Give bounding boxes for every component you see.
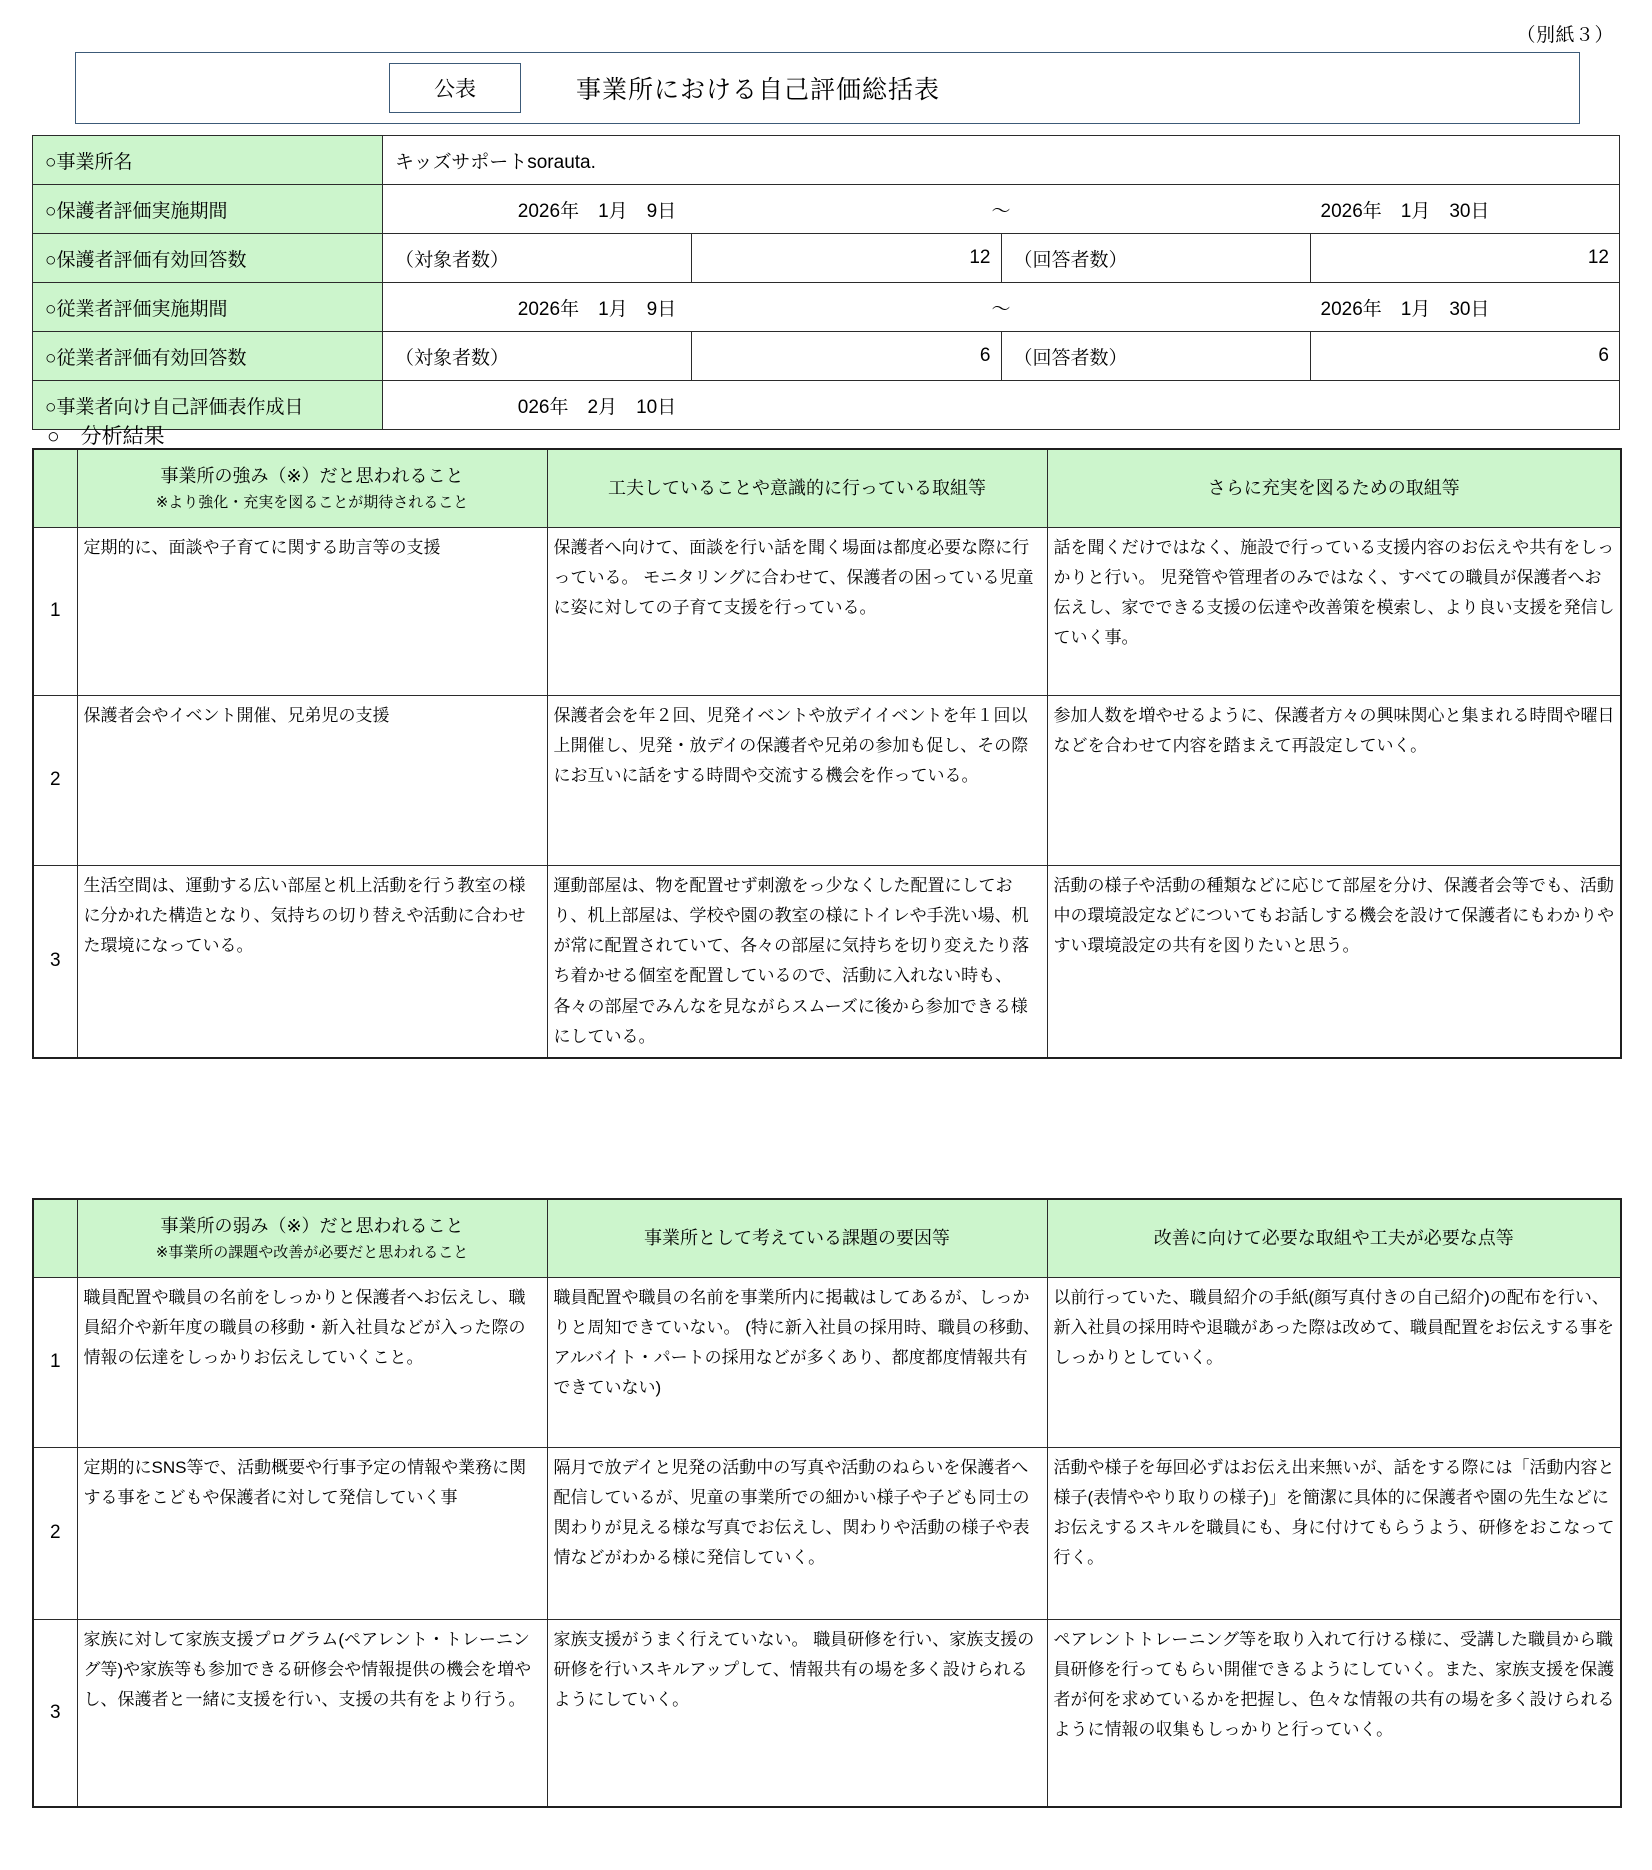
period-tilde-icon: 〜 [991,200,1011,222]
weaknesses-row-col3: ペアレントトレーニング等を取り入れて行ける様に、受講した職員から職員研修を行ってもらい開催できるようにしていく。また、家族支援を保護者が何を求めているかを把握し、色々な情報の共有の場を多く設けられるように情報の収集もしっかりと行っていく。 [1047,1619,1621,1807]
table-row [33,1619,1621,1807]
weaknesses-row-col3: 活動や様子を毎回必ずはお伝え出来無いが、話をする際には「活動内容と様子(表情ややり取りの様子)」を簡潔に具体的に保護者や園の先生などにお伝えするスキルを職員にも、身に付けてもらうよう、研修をおこなって行く。 [1047,1447,1621,1619]
staff-target-caption: （対象者数） [383,332,692,381]
strengths-row-index: 3 [33,865,77,1058]
strengths-row-col3: 話を聞くだけではなく、施設で行っている支援内容のお伝えや共有をしっかりと行い。 児発管や管理者のみではなく、すべての職員が保護者へお伝えし、家でできる支援の伝達や改善策を模索し、より良い支援を発信していく事。 [1047,527,1621,695]
creation-date-text: 026年 2月 10日 [517,396,677,418]
table-row [33,185,1620,234]
strengths-row-col2: 保護者会を年２回、児発イベントや放デイイベントを年１回以上開催し、児発・放デイの保護者や兄弟の参加も促し、その際にお互いに話をする時間や交流する機会を作っている。 [547,695,1047,865]
guardian-period-end: 2026年 1月 30日 [1320,200,1490,222]
weaknesses-row-col1: 定期的にSNS等で、活動概要や行事予定の情報や業務に関する事をこどもや保護者に対して発信していく事 [77,1447,547,1619]
weaknesses-row-col1: 家族に対して家族支援プログラム(ペアレント・トレーニング等)や家族等も参加できる研修会や情報提供の機会を増やし、保護者と一緒に支援を行い、支援の共有をより行う。 [77,1619,547,1807]
sheet-reference-label: （別紙３） [1516,25,1614,46]
publication-badge: 公表 [389,63,521,113]
strengths-table [32,448,1622,1059]
weaknesses-row-col2: 家族支援がうまく行えていない。 職員研修を行い、家族支援の研修を行いスキルアップして、情報共有の場を多く設けられるようにしていく。 [547,1619,1047,1807]
table-row [33,136,1620,185]
table-row [33,234,1620,283]
staff-period-start: 2026年 1月 9日 [517,298,677,320]
strengths-row-col3: 参加人数を増やせるように、保護者方々の興味関心と集まれる時間や曜日などを合わせて内容を踏まえて再設定していく。 [1047,695,1621,865]
analysis-section-heading: ○ 分析結果 [47,425,165,448]
table-row [33,381,1620,430]
strengths-row-col1: 定期的に、面談や子育てに関する助言等の支援 [77,527,547,695]
weaknesses-index-header [33,1199,77,1277]
staff-responses-label: ○従業者評価有効回答数 [33,332,383,381]
table-row [33,283,1620,332]
guardian-respondent-caption: （回答者数） [1001,234,1310,283]
strengths-row-col2: 運動部屋は、物を配置せず刺激をっ少なくした配置にしており、机上部屋は、学校や園の教室の様にトイレや手洗い場、机が常に配置されていて、各々の部屋に気持ちを切り変えたり落ち着かせる個室を配置しているので、活動に入れない時も、各々の部屋でみんなを見ながらスムーズに後から参加できる様にしている。 [547,865,1047,1058]
table-header-row [33,1199,1621,1277]
staff-period-value [383,283,1620,332]
office-name-value: キッズサポートsorauta. [383,136,1620,185]
strengths-col1-header-main: 事業所の強み（※）だと思われること [160,465,464,486]
guardian-responses-label: ○保護者評価有効回答数 [33,234,383,283]
weaknesses-row-index: 1 [33,1277,77,1447]
staff-period-label: ○従業者評価実施期間 [33,283,383,332]
table-header-row [33,449,1621,527]
strengths-row-col3: 活動の様子や活動の種類などに応じて部屋を分け、保護者会等でも、活動中の環境設定などについてもお話しする機会を設けて保護者にもわかりやすい環境設定の共有を図りたいと思う。 [1047,865,1621,1058]
title-banner [75,52,1580,124]
staff-respondent-count: 6 [1310,332,1619,381]
weaknesses-col1-header-main: 事業所の弱み（※）だと思われること [160,1215,464,1236]
table-row [33,865,1621,1058]
table-row [33,1277,1621,1447]
table-row [33,1447,1621,1619]
office-info-table [32,135,1620,430]
strengths-col1-header [77,449,547,527]
creation-date-value [383,381,1620,430]
strengths-col1-header-sub: ※より強化・充実を図ることが期待されること [155,493,469,511]
strengths-row-index: 1 [33,527,77,695]
strengths-col2-header: 工夫していることや意識的に行っている取組等 [547,449,1047,527]
weaknesses-col1-header [77,1199,547,1277]
weaknesses-col2-header: 事業所として考えている課題の要因等 [547,1199,1047,1277]
weaknesses-table [32,1198,1622,1808]
strengths-row-col2: 保護者へ向けて、面談を行い話を聞く場面は都度必要な際に行っている。 モニタリングに合わせて、保護者の困っている児童に姿に対しての子育て支援を行っている。 [547,527,1047,695]
weaknesses-col1-header-sub: ※事業所の課題や改善が必要だと思われること [155,1243,469,1261]
weaknesses-row-index: 3 [33,1619,77,1807]
table-row [33,332,1620,381]
guardian-respondent-count: 12 [1310,234,1619,283]
table-row [33,527,1621,695]
strengths-row-col1: 保護者会やイベント開催、兄弟児の支援 [77,695,547,865]
table-row [33,695,1621,865]
strengths-row-index: 2 [33,695,77,865]
guardian-period-label: ○保護者評価実施期間 [33,185,383,234]
strengths-index-header [33,449,77,527]
weaknesses-row-col1: 職員配置や職員の名前をしっかりと保護者へお伝えし、職員紹介や新年度の職員の移動・新入社員などが入った際の情報の伝達をしっかりお伝えしていくこと。 [77,1277,547,1447]
office-name-label: ○事業所名 [33,136,383,185]
weaknesses-row-col2: 隔月で放デイと児発の活動中の写真や活動のねらいを保護者へ配信しているが、児童の事業所での細かい様子や子ども同士の関わりが見える様な写真でお伝えし、関わりや活動の様子や表情などがわかる様に発信していく。 [547,1447,1047,1619]
page-title: 事業所における自己評価総括表 [576,76,941,104]
guardian-target-caption: （対象者数） [383,234,692,283]
weaknesses-row-col2: 職員配置や職員の名前を事業所内に掲載はしてあるが、しっかりと周知できていない。 (特に新入社員の採用時、職員の移動、アルバイト・パートの採用などが多くあり、都度都度情報共有できていない) [547,1277,1047,1447]
guardian-period-value [383,185,1620,234]
weaknesses-col3-header: 改善に向けて必要な取組や工夫が必要な点等 [1047,1199,1621,1277]
guardian-target-count: 12 [692,234,1001,283]
strengths-row-col1: 生活空間は、運動する広い部屋と机上活動を行う教室の様に分かれた構造となり、気持ちの切り替えや活動に合わせた環境になっている。 [77,865,547,1058]
weaknesses-row-col3: 以前行っていた、職員紹介の手紙(顔写真付きの自己紹介)の配布を行い、新入社員の採用時や退職があった際は改めて、職員配置をお伝えする事をしっかりとしていく。 [1047,1277,1621,1447]
strengths-col3-header: さらに充実を図るための取組等 [1047,449,1621,527]
staff-period-end: 2026年 1月 30日 [1320,298,1490,320]
staff-target-count: 6 [692,332,1001,381]
guardian-period-start: 2026年 1月 9日 [517,200,677,222]
staff-respondent-caption: （回答者数） [1001,332,1310,381]
weaknesses-row-index: 2 [33,1447,77,1619]
period-tilde-icon: 〜 [991,298,1011,320]
creation-date-label: ○事業者向け自己評価表作成日 [33,381,383,430]
